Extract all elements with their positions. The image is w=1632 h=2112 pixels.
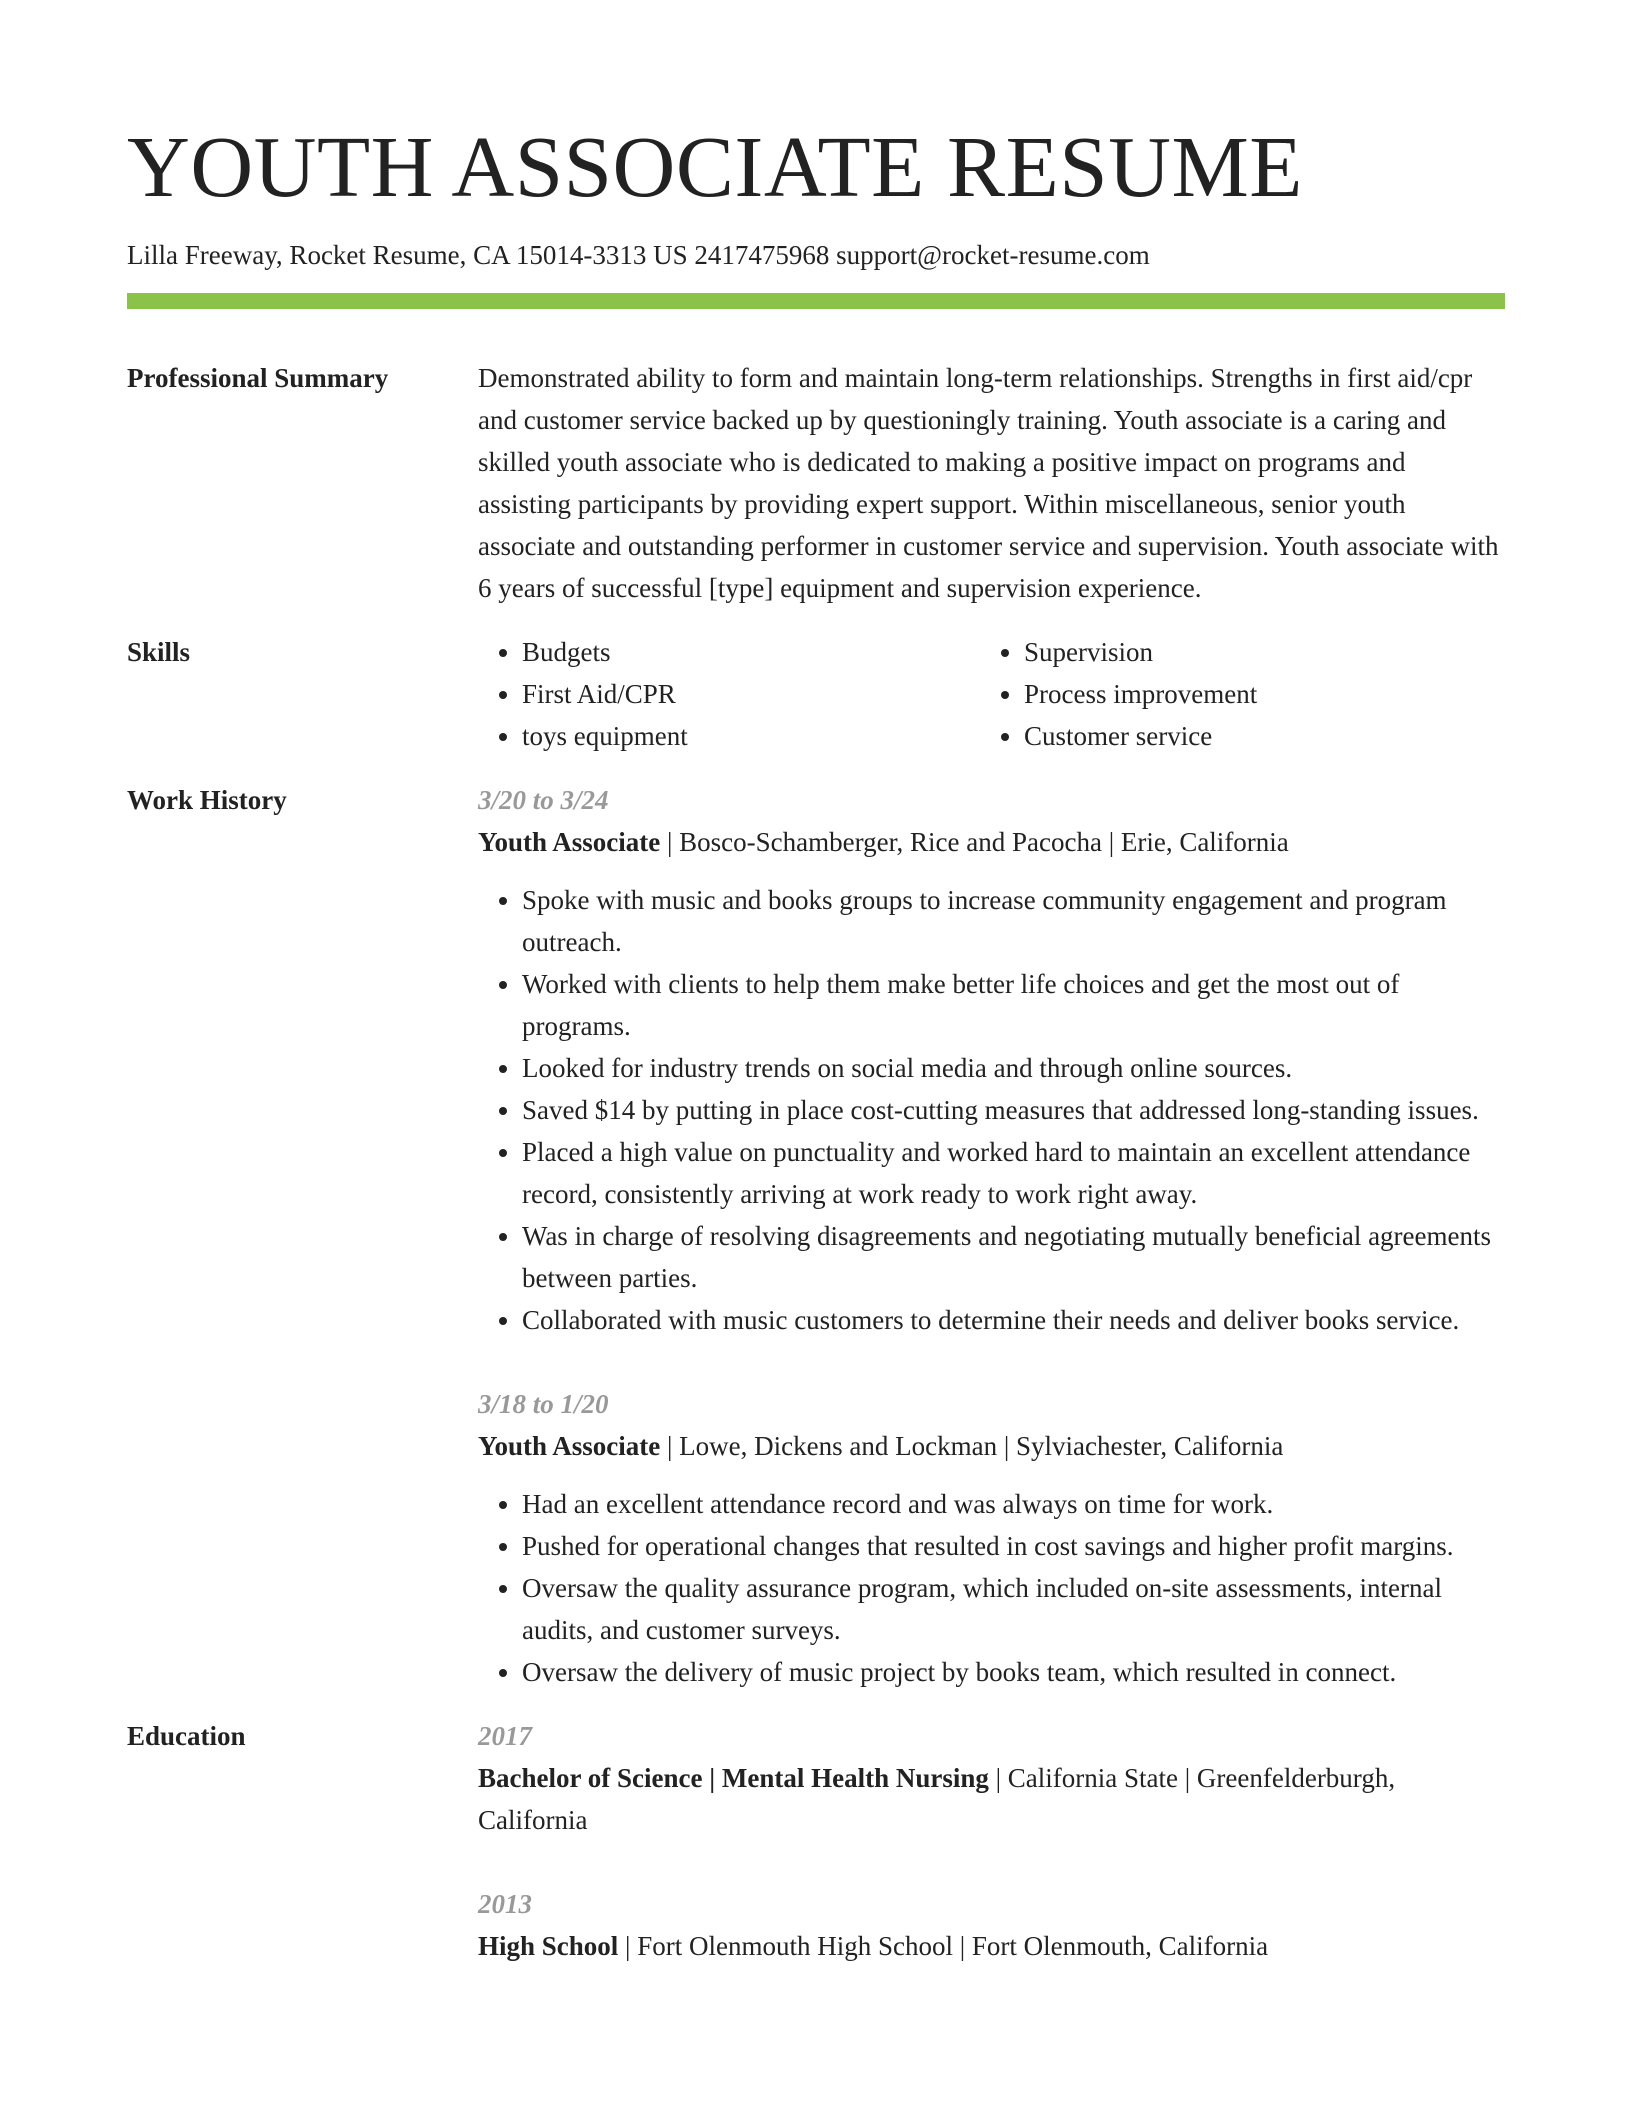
contact-email: support@rocket-resume.com — [836, 240, 1150, 270]
job-bullet: • Spoke with music and books groups to increase community engagement and program outreach. — [522, 879, 1505, 963]
skill-item: • Supervision — [1024, 631, 1482, 673]
skill-item: • Customer service — [1024, 715, 1482, 757]
skill-item: • Process improvement — [1024, 673, 1482, 715]
education-line — [478, 1925, 1505, 1967]
contact-phone: 2417475968 — [694, 240, 830, 270]
job-employer: | Bosco-Schamberger, Rice and Pacocha | Erie, California — [660, 827, 1289, 857]
skills-heading: Skills — [127, 637, 191, 667]
job-bullet: • Had an excellent attendance record and was always on time for work. — [522, 1483, 1505, 1525]
skills-list — [478, 631, 1505, 757]
job-bullet: • Looked for industry trends on social media and through online sources. — [522, 1047, 1505, 1089]
skills-column-left — [478, 631, 980, 757]
work-history-list — [478, 779, 1505, 1693]
education-heading: Education — [127, 1721, 246, 1751]
job-bullet: • Saved $14 by putting in place cost-cutting measures that addressed long-standing issues. — [522, 1089, 1505, 1131]
summary-text: Demonstrated ability to form and maintain long-term relationships. Strengths in first aid/cpr and customer service backed up by questioningly training. Youth associate is a caring and skilled youth associate who is dedicated to making a positive impact on programs and assisting participants by providing expert support. Within miscellaneous, senior youth associate and outstanding performer in customer service and supervision. Youth associate with 6 years of successful [type] equipment and supervision experience. — [478, 363, 1499, 603]
education-school: | Fort Olenmouth High School | Fort Olenmouth, California — [618, 1931, 1269, 1961]
job-title: Youth Associate — [478, 1431, 661, 1461]
contact-line — [127, 237, 1505, 273]
summary-heading: Professional Summary — [127, 363, 389, 393]
education-section — [127, 1715, 1505, 1967]
job-bullet: • Worked with clients to help them make better life choices and get the most out of programs. — [522, 963, 1505, 1047]
job-bullets — [478, 1483, 1505, 1693]
education-entry — [478, 1883, 1505, 1967]
skills-section — [127, 631, 1505, 757]
job-title: Youth Associate — [478, 827, 661, 857]
contact-address: Lilla Freeway, Rocket Resume, CA 15014-3313 US — [127, 240, 688, 270]
job-bullet: • Was in charge of resolving disagreements and negotiating mutually beneficial agreements between parties. — [522, 1215, 1505, 1299]
job-bullet: • Oversaw the quality assurance program, which included on-site assessments, internal audits, and customer surveys. — [522, 1567, 1505, 1651]
education-line — [478, 1757, 1505, 1841]
resume-title: YOUTH ASSOCIATE RESUME — [127, 118, 1303, 215]
job-entry — [478, 779, 1505, 1341]
work-history-heading: Work History — [127, 785, 287, 815]
summary-section — [127, 357, 1505, 609]
job-employer: | Lowe, Dickens and Lockman | Sylviachester, California — [660, 1431, 1284, 1461]
work-history-section — [127, 779, 1505, 1693]
job-entry — [478, 1383, 1505, 1693]
education-year: 2013 — [478, 1889, 532, 1919]
education-list — [478, 1715, 1505, 1967]
skill-item: • Budgets — [522, 631, 980, 673]
header-divider — [127, 293, 1505, 309]
skill-item: • toys equipment — [522, 715, 980, 757]
education-entry — [478, 1715, 1505, 1841]
job-bullet: • Collaborated with music customers to determine their needs and deliver books service. — [522, 1299, 1505, 1341]
job-bullets — [478, 879, 1505, 1341]
education-degree: Bachelor of Science | Mental Health Nursing — [478, 1763, 989, 1793]
job-dates: 3/20 to 3/24 — [478, 785, 609, 815]
job-bullet: • Placed a high value on punctuality and worked hard to maintain an excellent attendance record, consistently arriving at work ready to work right away. — [522, 1131, 1505, 1215]
skill-item: • First Aid/CPR — [522, 673, 980, 715]
job-bullet: • Oversaw the delivery of music project by books team, which resulted in connect. — [522, 1651, 1505, 1693]
education-year: 2017 — [478, 1721, 532, 1751]
job-bullet: • Pushed for operational changes that resulted in cost savings and higher profit margins. — [522, 1525, 1505, 1567]
job-role-line — [478, 821, 1505, 863]
education-school: | California State | Greenfelderburgh, California — [478, 1763, 1396, 1835]
education-degree: High School — [478, 1931, 619, 1961]
job-dates: 3/18 to 1/20 — [478, 1389, 609, 1419]
skills-column-right — [980, 631, 1482, 757]
job-role-line — [478, 1425, 1505, 1467]
